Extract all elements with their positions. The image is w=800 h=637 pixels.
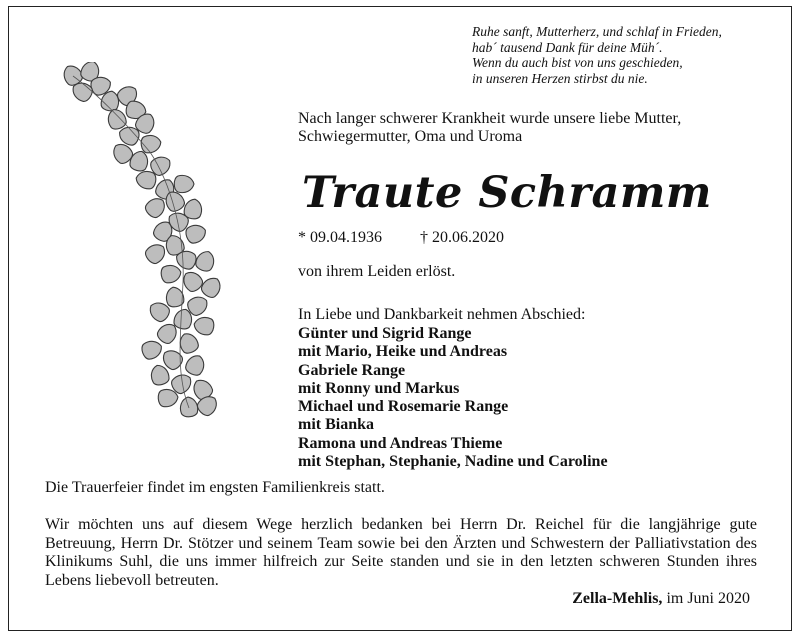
ivy-leaves-illustration	[55, 62, 225, 432]
life-dates	[298, 229, 504, 247]
mourner-line: Günter und Sigrid Range	[298, 325, 472, 342]
memorial-poem	[472, 24, 782, 86]
deceased-name: Traute Schramm	[302, 168, 712, 218]
poem-line: hab´ tausend Dank für deine Müh´.	[472, 39, 663, 55]
mourner-line: mit Bianka	[298, 416, 375, 434]
intro-text	[298, 110, 768, 146]
mourners-list	[298, 325, 608, 471]
intro-line: Nach langer schwerer Krankheit wurde unsere liebe Mutter,	[298, 110, 682, 127]
mourner-line: Gabriele Range	[298, 361, 406, 379]
place-name: Zella-Mehlis,	[572, 590, 663, 607]
intro-line: Schwiegermutter, Oma und Uroma	[298, 128, 523, 145]
place-date-line	[572, 590, 750, 608]
poem-line: in unseren Herzen stirbst du nie.	[472, 70, 648, 86]
funeral-note: Die Trauerfeier findet im engsten Familienkreis statt.	[45, 479, 385, 496]
death-date: † 20.06.2020	[420, 229, 504, 246]
poem-line: Wenn du auch bist von uns geschieden,	[472, 55, 683, 70]
birth-date: * 09.04.1936	[298, 229, 382, 246]
notice-date: im Juni 2020	[666, 590, 750, 607]
mourner-line: Michael und Rosemarie Range	[298, 398, 509, 416]
poem-line: Ruhe sanft, Mutterherz, und schlaf in Frieden,	[472, 24, 722, 39]
mourner-line: Ramona und Andreas Thieme	[298, 434, 503, 452]
farewell-intro: In Liebe und Dankbarkeit nehmen Abschied:	[298, 306, 586, 323]
mourner-line: mit Mario, Heike und Andreas	[298, 343, 508, 361]
mourner-line: mit Stephan, Stephanie, Nadine und Caroline	[298, 453, 608, 471]
relief-text: von ihrem Leiden erlöst.	[298, 263, 456, 280]
thanks-paragraph: Wir möchten uns auf diesem Wege herzlich bedanken bei Herrn Dr. Reichel für die langjährige gute Betreuung, Herrn Dr. Stötzer und seinem Team sowie bei den Ärzten und Schwestern der Palliativstation des Klinikums Suhl, die uns immer hilfreich zur Seite standen und sie in den letzten schweren Stunden ihres Lebens liebevoll betreuten.	[45, 516, 757, 589]
mourner-line: mit Ronny und Markus	[298, 379, 460, 397]
